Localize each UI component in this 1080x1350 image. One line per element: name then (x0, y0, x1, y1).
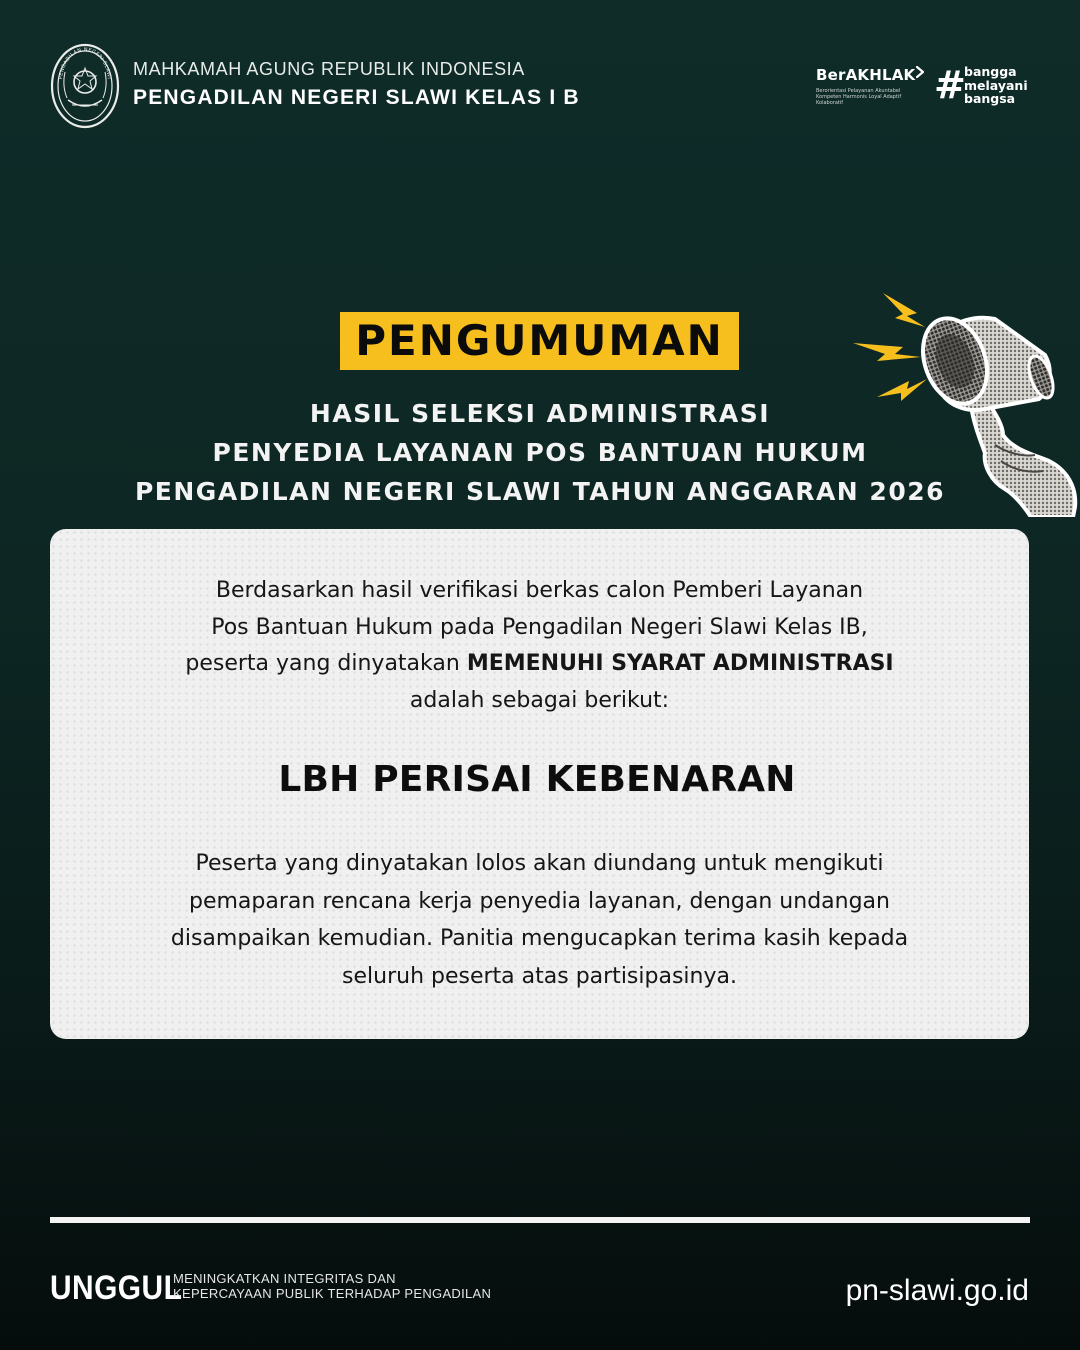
bangga-word: bangga (964, 64, 1017, 79)
footer-divider (50, 1217, 1030, 1223)
bangga-melayani-bangsa-logo (934, 64, 1034, 108)
header-title-block (133, 58, 580, 113)
website-link[interactable]: pn-slawi.go.id (845, 1274, 1029, 1307)
closing-line: disampaikan kemudian. Panitia mengucapkan terima kasih kepada (170, 926, 909, 951)
intro-paragraph (50, 573, 1029, 719)
hashtag-icon: # (934, 63, 966, 107)
intro-line: adalah sebagai berikut: (409, 687, 670, 713)
announcement-card (50, 529, 1029, 1039)
court-name: PENGADILAN NEGERI SLAWI KELAS I B (133, 86, 580, 109)
seal-text: PENGADILAN NEGERI SLAWI (58, 46, 112, 80)
closing-line: pemaparan rencana kerja penyedia layanan, dengan undangan (189, 888, 890, 914)
intro-line (50, 646, 1029, 683)
intro-emphasis: MEMENUHI SYARAT ADMINISTRASI (466, 651, 894, 676)
closing-paragraph (50, 845, 1029, 995)
intro-line-prefix: peserta yang dinyatakan (185, 651, 467, 676)
footer-brand: UNGGUL (50, 1269, 183, 1307)
bangga-word: bangsa (964, 91, 1016, 106)
chevron-right-icon (913, 65, 927, 79)
closing-line: seluruh peserta atas partisipasinya. (342, 963, 737, 989)
berakhlak-wordmark: BerAKHLAK (816, 66, 916, 84)
intro-line: Berdasarkan hasil verifikasi berkas calon Pemberi Layanan (215, 578, 864, 603)
berakhlak-logo (816, 66, 926, 110)
subtitle-line: HASIL SELEKSI ADMINISTRASI (309, 399, 771, 428)
mahkamah-agung-seal-icon (50, 42, 120, 130)
bangga-words (964, 65, 1028, 106)
closing-line: Peserta yang dinyatakan lolos akan diundang untuk mengikuti (195, 851, 884, 876)
institution-name: MAHKAMAH AGUNG REPUBLIK INDONESIA (133, 59, 525, 79)
tagline-line: MENINGKATKAN INTEGRITAS DAN (173, 1271, 396, 1286)
footer-tagline (173, 1271, 491, 1301)
bangga-word: melayani (964, 77, 1028, 93)
subtitle-line: PENYEDIA LAYANAN POS BANTUAN HUKUM (212, 438, 868, 467)
tagline-line: KEPERCAYAAN PUBLIK TERHADAP PENGADILAN (173, 1286, 492, 1301)
announcement-label: PENGUMUMAN (340, 312, 739, 370)
subtitle-line: PENGADILAN NEGERI SLAWI TAHUN ANGGARAN 2026 (134, 477, 946, 506)
announcement-subtitle (60, 394, 1020, 511)
selected-participant: LBH PERISAI KEBENARAN (278, 759, 796, 800)
intro-line: Pos Bantuan Hukum pada Pengadilan Negeri Slawi Kelas IB, (211, 614, 868, 640)
berakhlak-subtitle: Berorientasi Pelayanan Akuntabel Kompeten Harmonis Loyal Adaptif Kolaboratif (816, 88, 902, 106)
